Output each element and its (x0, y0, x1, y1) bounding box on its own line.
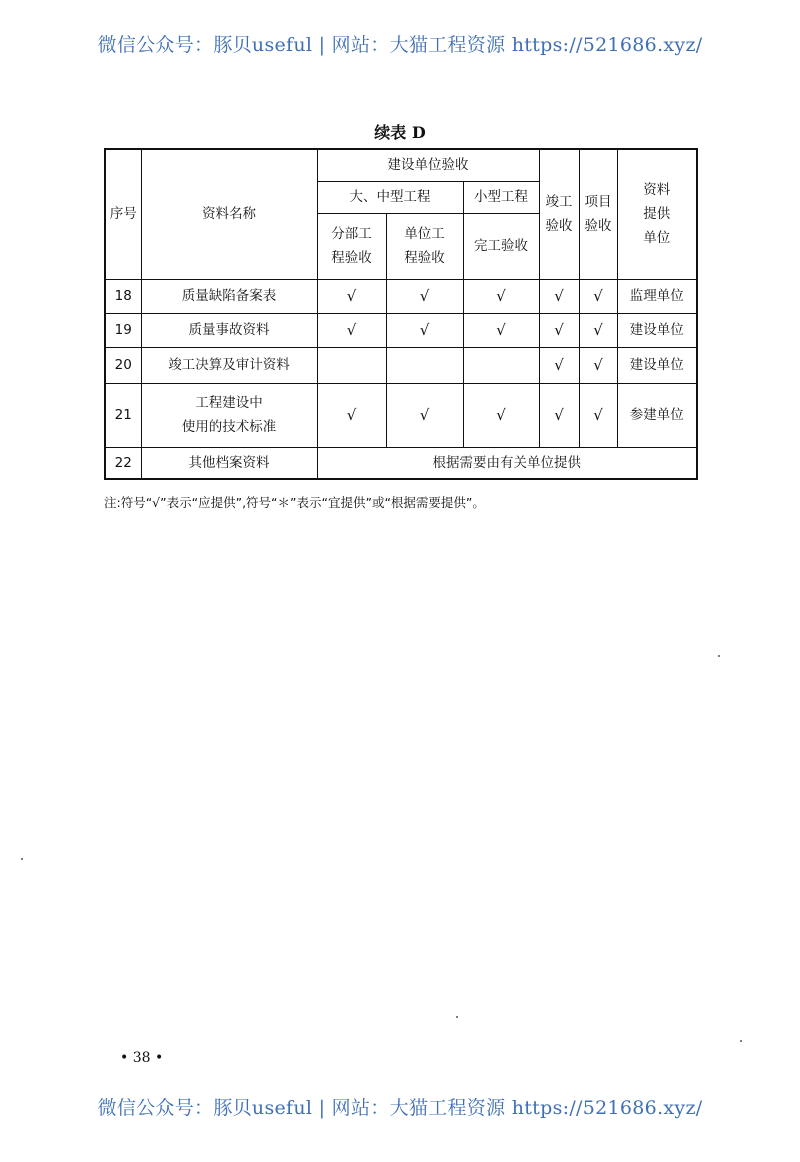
header-builder-acceptance: 建设单位验收 (317, 149, 539, 181)
check-project: √ (579, 383, 617, 447)
header-large-medium: 大、中型工程 (317, 181, 463, 213)
row-name: 质量缺陷备案表 (141, 279, 317, 313)
row-provider: 参建单位 (617, 383, 697, 447)
table-note: 注:符号“√”表示“应提供”,符号“＊”表示“宜提供”或“根据需要提供”。 (104, 495, 485, 510)
header-final-acceptance: 竣工 验收 (539, 149, 579, 279)
header-small: 小型工程 (463, 181, 539, 213)
table-row (105, 313, 697, 347)
check-unit: √ (386, 313, 463, 347)
check-completion: √ (463, 279, 539, 313)
scan-speck (21, 858, 23, 860)
row-provider: 监理单位 (617, 279, 697, 313)
row-name: 其他档案资料 (141, 447, 317, 479)
header-project-acceptance: 项目 验收 (579, 149, 617, 279)
row-name: 工程建设中 使用的技术标准 (141, 383, 317, 447)
header-completion: 完工验收 (463, 213, 539, 279)
check-completion: √ (463, 313, 539, 347)
check-project: √ (579, 347, 617, 383)
row-seq: 19 (105, 313, 141, 347)
row-name: 竣工决算及审计资料 (141, 347, 317, 383)
row-provider: 建设单位 (617, 313, 697, 347)
check-completion: √ (463, 383, 539, 447)
table-title: 续表 D (374, 123, 426, 142)
watermark-top: 微信公众号：豚贝useful | 网站：大猫工程资源 https://521686.xyz/ (97, 34, 703, 56)
table-row (105, 347, 697, 383)
row-seq: 21 (105, 383, 141, 447)
check-partial: √ (317, 383, 386, 447)
check-partial (317, 347, 386, 383)
table-row (105, 447, 697, 479)
row-name: 质量事故资料 (141, 313, 317, 347)
header-unit: 单位工 程验收 (386, 213, 463, 279)
check-project: √ (579, 279, 617, 313)
check-unit: √ (386, 383, 463, 447)
check-final: √ (539, 279, 579, 313)
page-number: • 38 • (120, 1050, 164, 1066)
check-completion (463, 347, 539, 383)
check-unit: √ (386, 279, 463, 313)
watermark-bottom: 微信公众号：豚贝useful | 网站：大猫工程资源 https://521686.xyz/ (97, 1097, 703, 1119)
table-row (105, 279, 697, 313)
scan-speck (718, 655, 720, 657)
header-provider: 资料 提供 单位 (617, 149, 697, 279)
check-final: √ (539, 347, 579, 383)
row-provider: 建设单位 (617, 347, 697, 383)
row-seq: 22 (105, 447, 141, 479)
row-seq: 20 (105, 347, 141, 383)
header-seq: 序号 (105, 149, 141, 279)
check-partial: √ (317, 279, 386, 313)
row-seq: 18 (105, 279, 141, 313)
check-unit (386, 347, 463, 383)
acceptance-table (104, 148, 698, 480)
check-project: √ (579, 313, 617, 347)
check-final: √ (539, 383, 579, 447)
merged-provider-note: 根据需要由有关单位提供 (317, 447, 697, 479)
header-partial: 分部工 程验收 (317, 213, 386, 279)
header-name: 资料名称 (141, 149, 317, 279)
scan-speck (456, 1016, 458, 1018)
table-row (105, 383, 697, 447)
scan-speck (740, 1040, 742, 1042)
check-partial: √ (317, 313, 386, 347)
check-final: √ (539, 313, 579, 347)
